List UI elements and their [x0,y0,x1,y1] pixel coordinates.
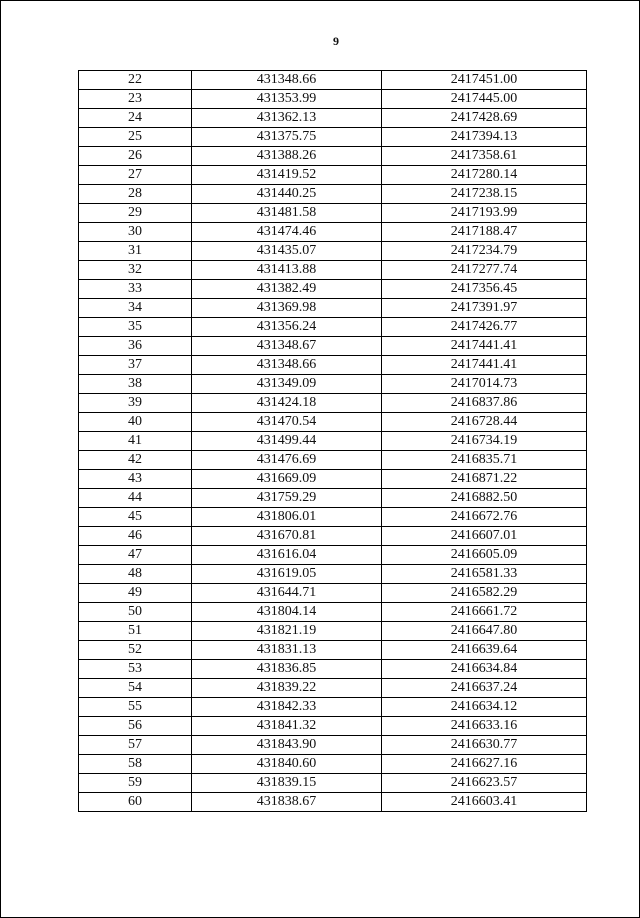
x-coordinate-cell: 431831.13 [192,641,382,660]
table-row [79,90,587,109]
y-coordinate-cell: 2416672.76 [382,508,587,527]
x-coordinate-cell: 431413.88 [192,261,382,280]
table-row [79,356,587,375]
x-coordinate-cell: 431843.90 [192,736,382,755]
table-row [79,470,587,489]
table-row [79,527,587,546]
y-coordinate-cell: 2416633.16 [382,717,587,736]
y-coordinate-cell: 2417193.99 [382,204,587,223]
table-row [79,413,587,432]
x-coordinate-cell: 431821.19 [192,622,382,641]
point-number-cell: 53 [79,660,192,679]
x-coordinate-cell: 431644.71 [192,584,382,603]
coordinate-table [78,70,587,812]
table-row [79,717,587,736]
table-row [79,185,587,204]
table-row [79,565,587,584]
x-coordinate-cell: 431348.66 [192,356,382,375]
x-coordinate-cell: 431349.09 [192,375,382,394]
y-coordinate-cell: 2417441.41 [382,356,587,375]
x-coordinate-cell: 431839.22 [192,679,382,698]
point-number-cell: 29 [79,204,192,223]
y-coordinate-cell: 2416630.77 [382,736,587,755]
point-number-cell: 43 [79,470,192,489]
table-row [79,375,587,394]
x-coordinate-cell: 431619.05 [192,565,382,584]
x-coordinate-cell: 431806.01 [192,508,382,527]
point-number-cell: 45 [79,508,192,527]
point-number-cell: 54 [79,679,192,698]
y-coordinate-cell: 2417451.00 [382,71,587,90]
x-coordinate-cell: 431474.46 [192,223,382,242]
table-row [79,641,587,660]
point-number-cell: 25 [79,128,192,147]
point-number-cell: 46 [79,527,192,546]
point-number-cell: 42 [79,451,192,470]
x-coordinate-cell: 431435.07 [192,242,382,261]
y-coordinate-cell: 2417356.45 [382,280,587,299]
y-coordinate-cell: 2417426.77 [382,318,587,337]
table-row [79,774,587,793]
y-coordinate-cell: 2417428.69 [382,109,587,128]
y-coordinate-cell: 2416647.80 [382,622,587,641]
point-number-cell: 28 [79,185,192,204]
point-number-cell: 44 [79,489,192,508]
point-number-cell: 51 [79,622,192,641]
table-row [79,71,587,90]
y-coordinate-cell: 2416882.50 [382,489,587,508]
x-coordinate-cell: 431841.32 [192,717,382,736]
table-row [79,147,587,166]
point-number-cell: 49 [79,584,192,603]
table-row [79,261,587,280]
x-coordinate-cell: 431382.49 [192,280,382,299]
x-coordinate-cell: 431838.67 [192,793,382,812]
point-number-cell: 37 [79,356,192,375]
x-coordinate-cell: 431419.52 [192,166,382,185]
x-coordinate-cell: 431353.99 [192,90,382,109]
table-row [79,508,587,527]
x-coordinate-cell: 431440.25 [192,185,382,204]
point-number-cell: 36 [79,337,192,356]
point-number-cell: 57 [79,736,192,755]
table-row [79,242,587,261]
x-coordinate-cell: 431842.33 [192,698,382,717]
y-coordinate-cell: 2416607.01 [382,527,587,546]
x-coordinate-cell: 431499.44 [192,432,382,451]
point-number-cell: 48 [79,565,192,584]
table-row [79,546,587,565]
y-coordinate-cell: 2417445.00 [382,90,587,109]
y-coordinate-cell: 2417238.15 [382,185,587,204]
x-coordinate-cell: 431839.15 [192,774,382,793]
x-coordinate-cell: 431348.67 [192,337,382,356]
point-number-cell: 34 [79,299,192,318]
point-number-cell: 55 [79,698,192,717]
y-coordinate-cell: 2416837.86 [382,394,587,413]
y-coordinate-cell: 2416605.09 [382,546,587,565]
coordinate-table-body [79,71,587,812]
x-coordinate-cell: 431670.81 [192,527,382,546]
point-number-cell: 22 [79,71,192,90]
x-coordinate-cell: 431348.66 [192,71,382,90]
table-row [79,204,587,223]
table-row [79,489,587,508]
point-number-cell: 23 [79,90,192,109]
y-coordinate-cell: 2417280.14 [382,166,587,185]
y-coordinate-cell: 2416603.41 [382,793,587,812]
table-row [79,109,587,128]
table-row [79,584,587,603]
table-row [79,736,587,755]
table-row [79,793,587,812]
y-coordinate-cell: 2416637.24 [382,679,587,698]
x-coordinate-cell: 431362.13 [192,109,382,128]
point-number-cell: 27 [79,166,192,185]
table-row [79,318,587,337]
y-coordinate-cell: 2417188.47 [382,223,587,242]
page-number: 9 [333,34,339,48]
table-row [79,280,587,299]
table-row [79,451,587,470]
table-row [79,166,587,185]
x-coordinate-cell: 431476.69 [192,451,382,470]
table-row [79,603,587,622]
point-number-cell: 33 [79,280,192,299]
x-coordinate-cell: 431804.14 [192,603,382,622]
y-coordinate-cell: 2417014.73 [382,375,587,394]
y-coordinate-cell: 2417234.79 [382,242,587,261]
y-coordinate-cell: 2416728.44 [382,413,587,432]
point-number-cell: 58 [79,755,192,774]
x-coordinate-cell: 431388.26 [192,147,382,166]
y-coordinate-cell: 2416871.22 [382,470,587,489]
point-number-cell: 40 [79,413,192,432]
point-number-cell: 24 [79,109,192,128]
y-coordinate-cell: 2417394.13 [382,128,587,147]
x-coordinate-cell: 431616.04 [192,546,382,565]
point-number-cell: 26 [79,147,192,166]
point-number-cell: 31 [79,242,192,261]
y-coordinate-cell: 2417277.74 [382,261,587,280]
point-number-cell: 35 [79,318,192,337]
table-row [79,660,587,679]
table-row [79,622,587,641]
y-coordinate-cell: 2416627.16 [382,755,587,774]
point-number-cell: 30 [79,223,192,242]
point-number-cell: 50 [79,603,192,622]
table-row [79,128,587,147]
x-coordinate-cell: 431836.85 [192,660,382,679]
x-coordinate-cell: 431424.18 [192,394,382,413]
table-row [79,223,587,242]
y-coordinate-cell: 2416623.57 [382,774,587,793]
point-number-cell: 59 [79,774,192,793]
x-coordinate-cell: 431356.24 [192,318,382,337]
point-number-cell: 32 [79,261,192,280]
table-row [79,755,587,774]
y-coordinate-cell: 2417391.97 [382,299,587,318]
point-number-cell: 47 [79,546,192,565]
table-row [79,432,587,451]
y-coordinate-cell: 2416835.71 [382,451,587,470]
y-coordinate-cell: 2417358.61 [382,147,587,166]
y-coordinate-cell: 2417441.41 [382,337,587,356]
x-coordinate-cell: 431369.98 [192,299,382,318]
y-coordinate-cell: 2416634.84 [382,660,587,679]
x-coordinate-cell: 431759.29 [192,489,382,508]
point-number-cell: 60 [79,793,192,812]
table-row [79,679,587,698]
x-coordinate-cell: 431481.58 [192,204,382,223]
y-coordinate-cell: 2416639.64 [382,641,587,660]
table-row [79,394,587,413]
table-row [79,299,587,318]
y-coordinate-cell: 2416634.12 [382,698,587,717]
table-row [79,337,587,356]
point-number-cell: 38 [79,375,192,394]
point-number-cell: 39 [79,394,192,413]
x-coordinate-cell: 431470.54 [192,413,382,432]
x-coordinate-cell: 431840.60 [192,755,382,774]
point-number-cell: 41 [79,432,192,451]
x-coordinate-cell: 431375.75 [192,128,382,147]
y-coordinate-cell: 2416734.19 [382,432,587,451]
point-number-cell: 56 [79,717,192,736]
point-number-cell: 52 [79,641,192,660]
y-coordinate-cell: 2416661.72 [382,603,587,622]
y-coordinate-cell: 2416582.29 [382,584,587,603]
x-coordinate-cell: 431669.09 [192,470,382,489]
table-row [79,698,587,717]
y-coordinate-cell: 2416581.33 [382,565,587,584]
